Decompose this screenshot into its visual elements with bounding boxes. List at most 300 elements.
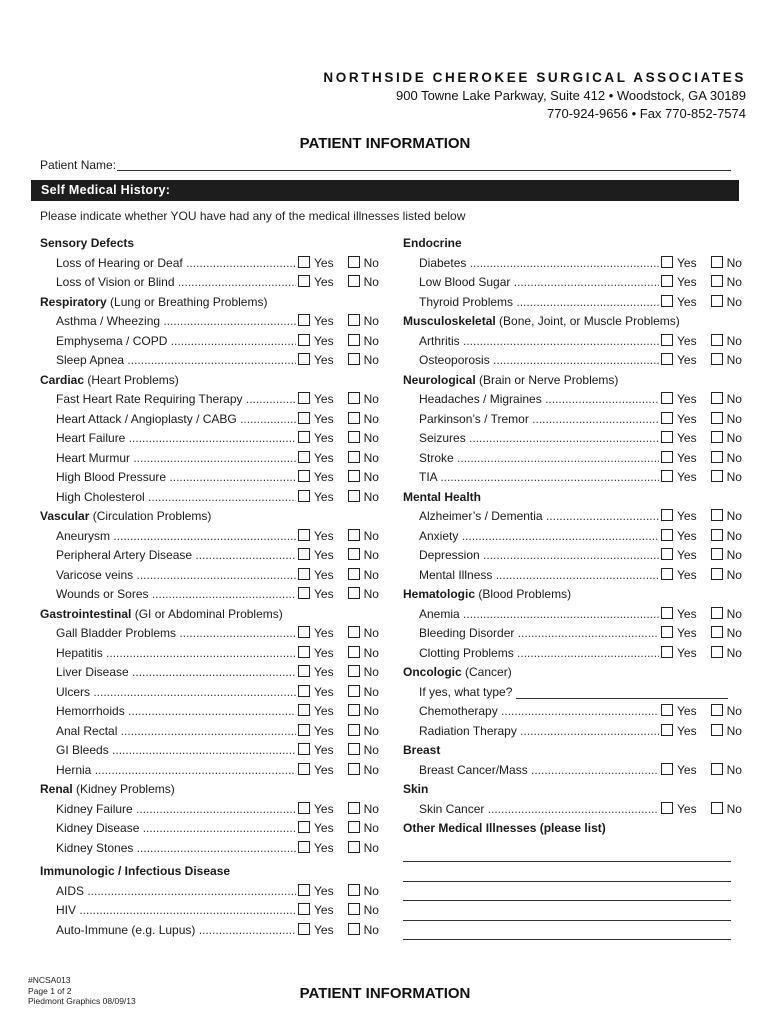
yes-label: Yes (314, 840, 334, 855)
yes-checkbox[interactable] (298, 665, 310, 677)
no-option[interactable] (348, 741, 379, 761)
condition-label: Aneurysm ..... (56, 527, 296, 547)
yes-checkbox[interactable] (298, 724, 310, 736)
no-checkbox[interactable] (348, 490, 360, 502)
yes-checkbox[interactable] (661, 724, 673, 736)
category-name: Renal (40, 782, 73, 796)
no-checkbox[interactable] (711, 704, 723, 716)
no-label: No (363, 567, 379, 582)
yes-option[interactable] (661, 546, 697, 566)
yes-option[interactable] (661, 761, 697, 781)
yes-checkbox[interactable] (661, 607, 673, 619)
yes-checkbox[interactable] (298, 412, 310, 424)
yes-checkbox[interactable] (661, 646, 673, 658)
no-option[interactable] (711, 449, 742, 469)
left-column (40, 234, 380, 940)
condition-label: Parkinson’s / Tremor ..... (419, 410, 659, 430)
condition-label: Liver Disease ..... (56, 663, 296, 683)
yes-label: Yes (677, 704, 697, 718)
no-checkbox[interactable] (348, 587, 360, 599)
yes-option[interactable] (298, 410, 334, 430)
category-skin (403, 780, 743, 800)
yes-option[interactable] (298, 312, 334, 332)
yes-option[interactable] (298, 839, 334, 859)
no-option[interactable] (348, 839, 379, 859)
yes-checkbox[interactable] (661, 353, 673, 365)
yes-no-options (661, 429, 742, 449)
no-option[interactable] (348, 488, 379, 508)
no-checkbox[interactable] (348, 412, 360, 424)
no-checkbox[interactable] (348, 841, 360, 853)
no-option[interactable] (348, 644, 379, 664)
yes-checkbox[interactable] (661, 256, 673, 268)
no-option[interactable] (348, 527, 379, 547)
no-label: No (363, 762, 379, 777)
no-checkbox[interactable] (348, 314, 360, 326)
no-label: No (726, 801, 742, 816)
category-name: Other Medical Illnesses (please list) (403, 821, 606, 835)
yes-checkbox[interactable] (661, 451, 673, 463)
yes-checkbox[interactable] (298, 763, 310, 775)
yes-option[interactable] (661, 605, 697, 625)
no-checkbox[interactable] (348, 392, 360, 404)
no-option[interactable] (711, 761, 742, 781)
yes-option[interactable] (298, 921, 334, 941)
no-label: No (363, 626, 379, 640)
no-checkbox[interactable] (711, 724, 723, 736)
no-checkbox[interactable] (348, 451, 360, 463)
yes-checkbox[interactable] (298, 587, 310, 599)
yes-option[interactable] (298, 663, 334, 683)
no-label: No (726, 353, 742, 367)
yes-option[interactable] (298, 273, 334, 293)
condition-label: Stroke ..... (419, 449, 659, 469)
yes-checkbox[interactable] (298, 685, 310, 697)
yes-checkbox[interactable] (298, 743, 310, 755)
yes-option[interactable] (661, 254, 697, 274)
no-label: No (363, 883, 379, 898)
no-checkbox[interactable] (711, 470, 723, 482)
yes-no-options (298, 312, 379, 332)
no-option[interactable] (711, 624, 742, 644)
no-option[interactable] (348, 429, 379, 449)
yes-label: Yes (677, 762, 697, 777)
no-checkbox[interactable] (711, 392, 723, 404)
yes-option[interactable] (298, 449, 334, 469)
yes-option[interactable] (298, 741, 334, 761)
no-label: No (363, 528, 379, 543)
no-label: No (363, 450, 379, 465)
yes-label: Yes (314, 704, 334, 718)
yes-checkbox[interactable] (298, 314, 310, 326)
no-checkbox[interactable] (711, 607, 723, 619)
yes-option[interactable] (661, 800, 697, 820)
condition-row-hernia (40, 761, 380, 781)
no-option[interactable] (348, 722, 379, 742)
no-checkbox[interactable] (348, 884, 360, 896)
no-label: No (726, 294, 742, 309)
yes-option[interactable] (661, 449, 697, 469)
no-option[interactable] (348, 390, 379, 410)
yes-checkbox[interactable] (298, 334, 310, 346)
yes-checkbox[interactable] (661, 626, 673, 638)
yes-checkbox[interactable] (298, 431, 310, 443)
yes-no-options (661, 644, 742, 664)
no-checkbox[interactable] (348, 802, 360, 814)
yes-no-options (298, 683, 379, 703)
no-option[interactable] (348, 468, 379, 488)
yes-no-options (661, 527, 742, 547)
yes-no-options (298, 468, 379, 488)
yes-option[interactable] (661, 293, 697, 313)
no-option[interactable] (348, 663, 379, 683)
yes-option[interactable] (298, 901, 334, 921)
no-option[interactable] (711, 644, 742, 664)
no-option[interactable] (348, 566, 379, 586)
yes-option[interactable] (661, 410, 697, 430)
condition-row-emphysema-copd (40, 332, 380, 352)
condition-label: Sleep Apnea ..... (56, 351, 296, 371)
no-checkbox[interactable] (711, 626, 723, 638)
yes-option[interactable] (298, 566, 334, 586)
no-option[interactable] (348, 921, 379, 941)
yes-label: Yes (314, 411, 334, 426)
no-checkbox[interactable] (711, 412, 723, 424)
no-option[interactable] (711, 605, 742, 625)
other-illness-field[interactable] (403, 862, 731, 882)
yes-checkbox[interactable] (298, 490, 310, 502)
yes-checkbox[interactable] (298, 256, 310, 268)
other-illness-field[interactable] (403, 921, 731, 941)
condition-row-gall-bladder-problems (40, 624, 380, 644)
no-checkbox[interactable] (711, 256, 723, 268)
yes-no-options (298, 741, 379, 761)
yes-checkbox[interactable] (661, 334, 673, 346)
yes-checkbox[interactable] (661, 431, 673, 443)
no-option[interactable] (348, 312, 379, 332)
condition-label: High Blood Pressure ..... (56, 468, 296, 488)
condition-label: Headaches / Migraines ..... (419, 390, 659, 410)
cancer-type-label: If yes, what type? (419, 684, 513, 699)
no-checkbox[interactable] (348, 923, 360, 935)
no-checkbox[interactable] (711, 353, 723, 365)
no-checkbox[interactable] (711, 763, 723, 775)
category-hematologic (403, 585, 743, 605)
yes-checkbox[interactable] (661, 568, 673, 580)
no-option[interactable] (348, 702, 379, 722)
yes-option[interactable] (298, 819, 334, 839)
no-option[interactable] (348, 254, 379, 274)
yes-checkbox[interactable] (298, 841, 310, 853)
yes-option[interactable] (661, 390, 697, 410)
no-checkbox[interactable] (348, 763, 360, 775)
no-option[interactable] (711, 527, 742, 547)
no-option[interactable] (348, 449, 379, 469)
no-checkbox[interactable] (348, 431, 360, 443)
yes-option[interactable] (661, 702, 697, 722)
yes-label: Yes (314, 528, 334, 543)
yes-option[interactable] (298, 683, 334, 703)
condition-row-anxiety (403, 527, 743, 547)
no-option[interactable] (348, 882, 379, 902)
yes-label: Yes (677, 723, 697, 738)
no-option[interactable] (711, 293, 742, 313)
no-checkbox[interactable] (348, 275, 360, 287)
condition-row-osteoporosis (403, 351, 743, 371)
no-option[interactable] (711, 390, 742, 410)
condition-label: Chemotherapy ..... (419, 702, 659, 722)
yes-label: Yes (314, 684, 334, 699)
no-checkbox[interactable] (711, 529, 723, 541)
no-checkbox[interactable] (711, 646, 723, 658)
no-checkbox[interactable] (711, 275, 723, 287)
yes-no-options (298, 901, 379, 921)
condition-label: Fast Heart Rate Requiring Therapy ..... (56, 390, 296, 410)
yes-label: Yes (677, 548, 697, 562)
no-option[interactable] (348, 901, 379, 921)
yes-no-options (298, 800, 379, 820)
category-breast (403, 741, 743, 761)
no-checkbox[interactable] (711, 334, 723, 346)
yes-label: Yes (314, 922, 334, 937)
yes-no-options (661, 546, 742, 566)
yes-option[interactable] (661, 722, 697, 742)
yes-option[interactable] (661, 624, 697, 644)
no-option[interactable] (711, 332, 742, 352)
no-label: No (726, 255, 742, 270)
yes-checkbox[interactable] (661, 763, 673, 775)
no-option[interactable] (348, 332, 379, 352)
yes-option[interactable] (298, 351, 334, 371)
no-label: No (726, 392, 742, 406)
yes-label: Yes (677, 353, 697, 367)
yes-no-options (661, 761, 742, 781)
no-option[interactable] (348, 819, 379, 839)
no-option[interactable] (348, 585, 379, 605)
yes-label: Yes (314, 275, 334, 289)
no-option[interactable] (711, 429, 742, 449)
no-option[interactable] (711, 546, 742, 566)
no-option[interactable] (348, 410, 379, 430)
yes-checkbox[interactable] (298, 626, 310, 638)
yes-checkbox[interactable] (661, 509, 673, 521)
practice-phone: 770-924-9656 • Fax 770-852-7574 (547, 106, 746, 121)
condition-label: Loss of Vision or Blind ..... (56, 273, 296, 293)
yes-checkbox[interactable] (298, 548, 310, 560)
category-description: (Heart Problems) (87, 372, 179, 387)
other-illness-field[interactable] (403, 882, 731, 902)
yes-checkbox[interactable] (298, 884, 310, 896)
no-label: No (726, 762, 742, 777)
no-option[interactable] (711, 800, 742, 820)
no-checkbox[interactable] (348, 724, 360, 736)
yes-option[interactable] (661, 507, 697, 527)
yes-checkbox[interactable] (298, 451, 310, 463)
no-option[interactable] (711, 702, 742, 722)
no-label: No (363, 723, 379, 738)
no-checkbox[interactable] (348, 903, 360, 915)
other-illness-field[interactable] (403, 901, 731, 921)
yes-no-options (298, 585, 379, 605)
no-label: No (726, 528, 742, 543)
yes-option[interactable] (298, 390, 334, 410)
yes-option[interactable] (298, 488, 334, 508)
yes-option[interactable] (298, 702, 334, 722)
yes-checkbox[interactable] (298, 353, 310, 365)
condition-label: Diabetes ..... (419, 254, 659, 274)
yes-checkbox[interactable] (661, 392, 673, 404)
no-checkbox[interactable] (711, 295, 723, 307)
no-checkbox[interactable] (348, 568, 360, 580)
yes-option[interactable] (661, 527, 697, 547)
yes-checkbox[interactable] (661, 275, 673, 287)
category-description: (Cancer) (465, 665, 512, 679)
no-checkbox[interactable] (711, 431, 723, 443)
yes-no-options (298, 527, 379, 547)
no-checkbox[interactable] (348, 470, 360, 482)
no-option[interactable] (711, 351, 742, 371)
no-option[interactable] (348, 683, 379, 703)
yes-no-options (661, 605, 742, 625)
yes-option[interactable] (661, 644, 697, 664)
no-checkbox[interactable] (348, 743, 360, 755)
no-checkbox[interactable] (711, 568, 723, 580)
condition-label: High Cholesterol ..... (56, 488, 296, 508)
no-checkbox[interactable] (348, 353, 360, 365)
yes-label: Yes (314, 353, 334, 367)
yes-label: Yes (314, 392, 334, 406)
yes-checkbox[interactable] (661, 412, 673, 424)
no-option[interactable] (348, 624, 379, 644)
no-option[interactable] (711, 273, 742, 293)
yes-option[interactable] (298, 585, 334, 605)
yes-label: Yes (677, 528, 697, 543)
yes-no-options (298, 839, 379, 859)
yes-checkbox[interactable] (661, 802, 673, 814)
yes-checkbox[interactable] (298, 646, 310, 658)
yes-label: Yes (314, 903, 334, 917)
no-checkbox[interactable] (348, 821, 360, 833)
no-option[interactable] (348, 761, 379, 781)
condition-row-hemorrhoids (40, 702, 380, 722)
no-checkbox[interactable] (711, 451, 723, 463)
no-option[interactable] (711, 722, 742, 742)
yes-option[interactable] (298, 546, 334, 566)
no-checkbox[interactable] (348, 548, 360, 560)
page-title: PATIENT INFORMATION (299, 135, 471, 152)
yes-option[interactable] (298, 882, 334, 902)
no-checkbox[interactable] (348, 665, 360, 677)
condition-row-auto-immune-e-g-lupus (40, 921, 380, 941)
yes-checkbox[interactable] (298, 275, 310, 287)
yes-no-options (298, 488, 379, 508)
condition-row-asthma-wheezing (40, 312, 380, 332)
yes-option[interactable] (298, 644, 334, 664)
no-checkbox[interactable] (711, 548, 723, 560)
yes-label: Yes (314, 801, 334, 816)
no-option[interactable] (711, 254, 742, 274)
yes-option[interactable] (298, 429, 334, 449)
other-illness-field[interactable] (403, 843, 731, 863)
yes-option[interactable] (298, 332, 334, 352)
no-option[interactable] (711, 507, 742, 527)
yes-no-options (661, 390, 742, 410)
no-checkbox[interactable] (348, 256, 360, 268)
yes-checkbox[interactable] (298, 704, 310, 716)
condition-label: AIDS ..... (56, 882, 296, 902)
no-checkbox[interactable] (348, 685, 360, 697)
yes-option[interactable] (661, 351, 697, 371)
yes-checkbox[interactable] (298, 903, 310, 915)
no-checkbox[interactable] (348, 334, 360, 346)
yes-option[interactable] (298, 468, 334, 488)
no-label: No (726, 704, 742, 718)
no-checkbox[interactable] (711, 509, 723, 521)
yes-checkbox[interactable] (298, 821, 310, 833)
condition-label: Depression ..... (419, 546, 659, 566)
yes-checkbox[interactable] (661, 704, 673, 716)
yes-checkbox[interactable] (298, 470, 310, 482)
condition-row-peripheral-artery-disease (40, 546, 380, 566)
yes-checkbox[interactable] (298, 529, 310, 541)
no-checkbox[interactable] (348, 529, 360, 541)
yes-option[interactable] (298, 527, 334, 547)
yes-checkbox[interactable] (661, 470, 673, 482)
yes-checkbox[interactable] (298, 392, 310, 404)
no-option[interactable] (348, 546, 379, 566)
no-checkbox[interactable] (348, 704, 360, 716)
condition-label: Thyroid Problems ..... (419, 293, 659, 313)
yes-option[interactable] (661, 332, 697, 352)
no-checkbox[interactable] (711, 802, 723, 814)
no-label: No (363, 903, 379, 917)
yes-option[interactable] (661, 273, 697, 293)
no-checkbox[interactable] (348, 626, 360, 638)
yes-option[interactable] (661, 566, 697, 586)
no-option[interactable] (348, 800, 379, 820)
yes-checkbox[interactable] (298, 802, 310, 814)
yes-option[interactable] (661, 429, 697, 449)
yes-option[interactable] (298, 254, 334, 274)
yes-no-options (661, 722, 742, 742)
no-option[interactable] (348, 273, 379, 293)
cancer-type-field[interactable] (516, 698, 728, 699)
yes-no-options (661, 507, 742, 527)
yes-option[interactable] (298, 624, 334, 644)
printer-info: Piedmont Graphics 08/09/13 (28, 996, 136, 1006)
yes-option[interactable] (661, 468, 697, 488)
no-option[interactable] (711, 566, 742, 586)
category-description: (GI or Abdominal Problems) (134, 606, 283, 621)
yes-checkbox[interactable] (298, 923, 310, 935)
yes-checkbox[interactable] (298, 568, 310, 580)
patient-name-field[interactable] (117, 170, 731, 171)
condition-label: Varicose veins ..... (56, 566, 296, 586)
yes-checkbox[interactable] (661, 295, 673, 307)
yes-option[interactable] (298, 722, 334, 742)
no-option[interactable] (348, 351, 379, 371)
yes-checkbox[interactable] (661, 529, 673, 541)
yes-option[interactable] (298, 800, 334, 820)
condition-row-diabetes (403, 254, 743, 274)
no-label: No (363, 275, 379, 289)
yes-checkbox[interactable] (661, 548, 673, 560)
no-checkbox[interactable] (348, 646, 360, 658)
no-option[interactable] (711, 410, 742, 430)
yes-option[interactable] (298, 761, 334, 781)
no-option[interactable] (711, 468, 742, 488)
yes-no-options (298, 921, 379, 941)
